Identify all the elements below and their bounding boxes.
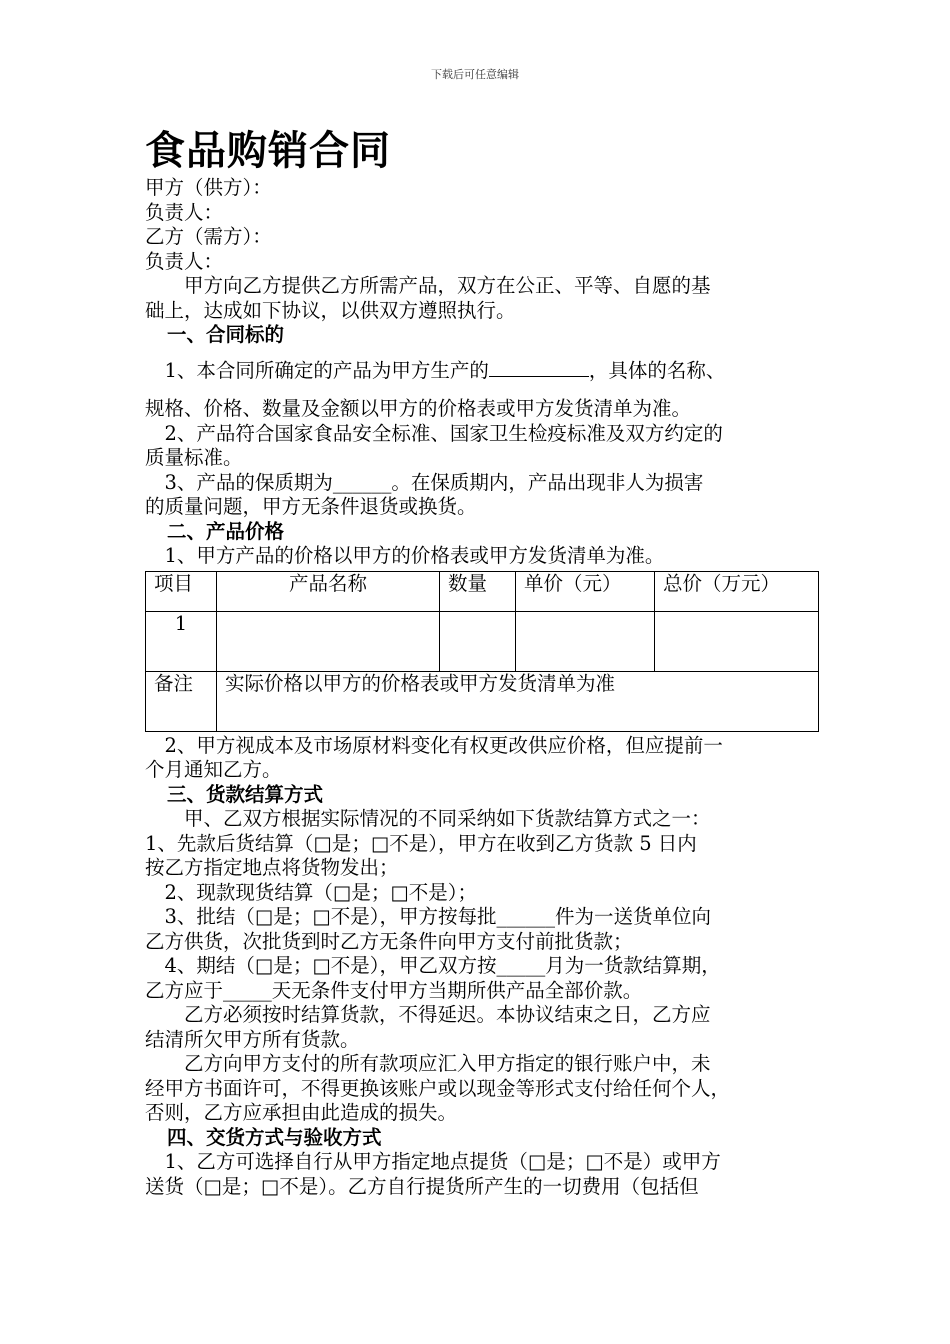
header-item: 项目 [146, 571, 217, 611]
section-1-heading: 一、合同标的 [167, 323, 285, 346]
clause-1-2-cont: 质量标准。 [145, 446, 243, 469]
clause-1-2: 2、产品符合国家食品安全标准、国家卫生检疫标准及双方约定的 [145, 421, 723, 445]
payment-line: 经甲方书面许可，不得更换该账户或以现金等形式支付给任何个人， [145, 1076, 731, 1100]
header-product-name: 产品名称 [217, 571, 440, 611]
payment-line: 乙方必须按时结算货款，不得延迟。本协议结束之日，乙方应 [145, 1003, 711, 1026]
document-body [145, 126, 825, 1199]
delivery-line: 1、乙方可选择自行从甲方指定地点提货（□是；□不是）或甲方 [145, 1150, 721, 1173]
section-4-heading: 四、交货方式与验收方式 [167, 1125, 382, 1149]
document-title: 食品购销合同 [145, 128, 391, 174]
clause-1-1-text-a: 1、本合同所确定的产品为甲方生产的 [145, 358, 489, 382]
header-quantity: 数量 [440, 571, 516, 611]
cell-quantity [440, 611, 516, 671]
cell-unit-price [516, 611, 655, 671]
payment-line: 乙方向甲方支付的所有款项应汇入甲方指定的银行账户中，未 [145, 1052, 711, 1075]
payment-line: 否则，乙方应承担由此造成的损失。 [145, 1101, 458, 1124]
remark-label: 备注 [146, 671, 217, 731]
party-b-line: 乙方（需方）： [145, 225, 272, 248]
payment-line: 3、批结（□是；□不是），甲方按每批______件为一送货单位向 [145, 905, 712, 928]
payment-line: 乙方供货，次批货到时乙方无条件向甲方支付前批货款； [145, 929, 633, 953]
payment-line: 2、现款现货结算（□是；□不是）； [145, 880, 478, 904]
page-header: 下载后可任意编辑 [431, 68, 519, 81]
clause-1-3: 3、产品的保质期为______。在保质期内，产品出现非人为损害 [145, 470, 704, 494]
header-unit-price: 单价（元） [516, 571, 655, 611]
delivery-line: 送货（□是；□不是）。乙方自行提货所产生的一切费用（包括但 [145, 1174, 699, 1198]
table-remark-row [146, 671, 819, 731]
preamble-line: 甲方向乙方提供乙方所需产品，双方在公正、平等、自愿的基 [145, 274, 711, 297]
clause-1-1 [145, 358, 825, 384]
section-3-heading: 三、货款结算方式 [167, 782, 324, 806]
table-header-row [146, 571, 819, 611]
clause-1-1-text-b: ，具体的名称、 [588, 358, 726, 382]
payment-line: 甲、乙双方根据实际情况的不同采纳如下货款结算方式之一： [145, 807, 711, 830]
product-blank [489, 358, 589, 377]
party-a-line: 甲方（供方）： [145, 176, 272, 199]
payment-line: 按乙方指定地点将货物发出； [145, 856, 399, 879]
payment-line: 4、期结（□是；□不是），甲乙双方按_____月为一货款结算期， [145, 954, 721, 977]
payment-line: 1、先款后货结算（□是；□不是），甲方在收到乙方货款 5 日内 [145, 831, 697, 855]
payment-line: 乙方应于_____天无条件支付甲方当期所供产品全部价款。 [145, 978, 643, 1002]
clause-2-2-cont: 个月通知乙方。 [145, 758, 282, 781]
clause-2-1: 1、甲方产品的价格以甲方的价格表或甲方发货清单为准。 [145, 544, 665, 567]
cell-item-no: 1 [146, 611, 217, 671]
party-b-rep-line: 负责人： [145, 249, 224, 273]
clause-1-3-cont: 的质量问题，甲方无条件退货或换货。 [145, 495, 477, 518]
header-total-price: 总价（万元） [655, 571, 819, 611]
preamble-line: 础上，达成如下协议，以供双方遵照执行。 [145, 298, 516, 322]
clause-2-2: 2、甲方视成本及市场原材料变化有权更改供应价格，但应提前一 [145, 733, 723, 757]
payment-line: 结清所欠甲方所有货款。 [145, 1027, 360, 1051]
party-a-rep-line: 负责人： [145, 200, 224, 224]
cell-product-name [217, 611, 440, 671]
remark-text: 实际价格以甲方的价格表或甲方发货清单为准 [217, 671, 819, 731]
cell-total-price [655, 611, 819, 671]
section-2-heading: 二、产品价格 [167, 519, 285, 543]
price-table [145, 571, 819, 732]
table-row [146, 611, 819, 671]
clause-1-1-cont: 规格、价格、数量及金额以甲方的价格表或甲方发货清单为准。 [145, 397, 692, 420]
